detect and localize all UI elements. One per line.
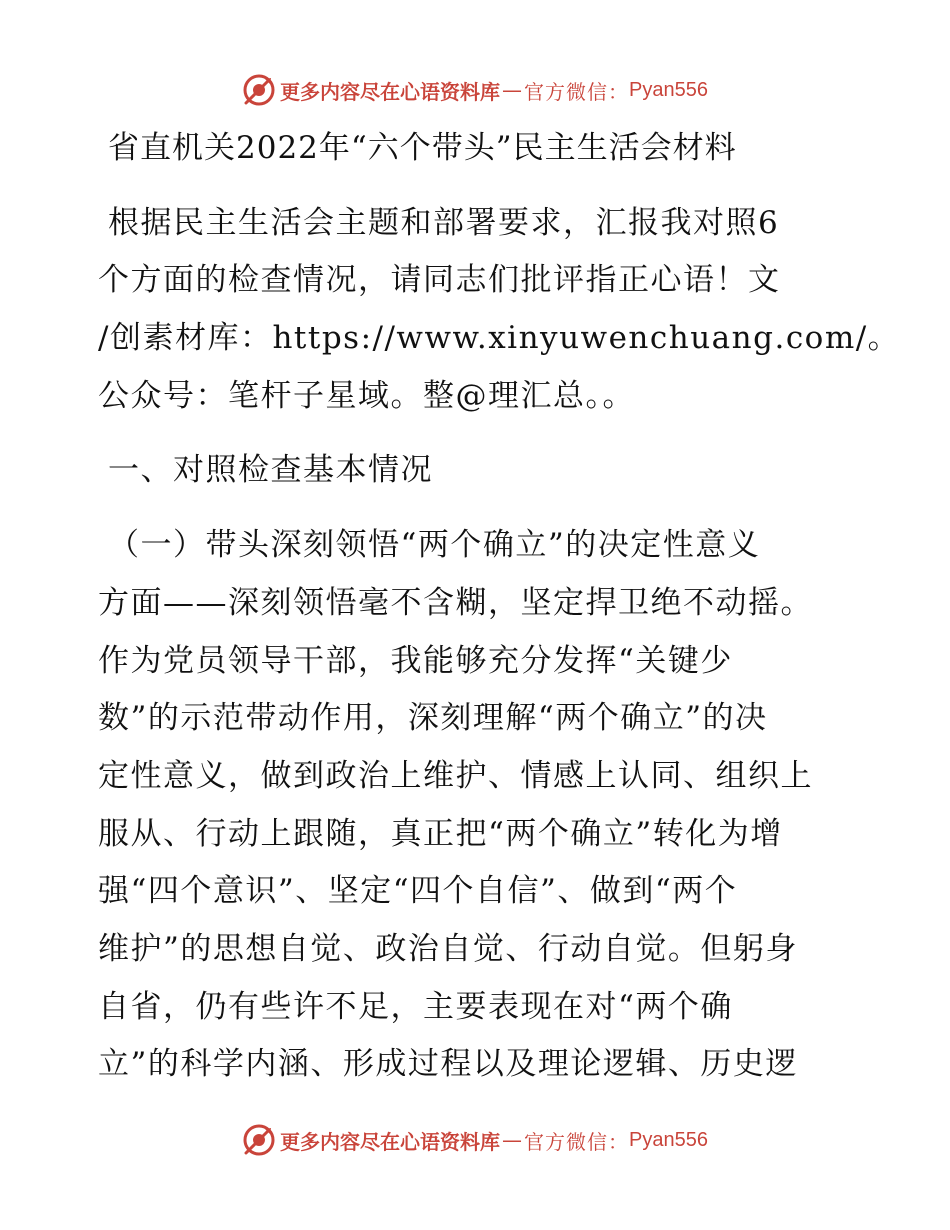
footer-watermark-banner <box>0 1120 950 1160</box>
body-line: 数”的示范带动作用，深刻理解“两个确立”的决 <box>98 700 768 737</box>
intro-line: 公众号：笔杆子星域。整@理汇总。。 <box>98 377 635 414</box>
banner-wechat-id: Pyan556 <box>629 1128 708 1151</box>
document-body <box>98 120 901 1094</box>
banner-separator: — <box>502 78 523 102</box>
section-heading: 一、对照检查基本情况 <box>108 452 433 489</box>
intro-line: 根据民主生活会主题和部署要求，汇报我对照6 <box>108 204 780 241</box>
intro-line: /创素材库：https://www.xinyuwenchuang.com/。 <box>98 320 901 357</box>
body-line: 方面——深刻领悟毫不含糊，坚定捍卫绝不动摇。 <box>98 584 813 621</box>
banner-wechat-label: 官方微信： <box>524 1129 630 1154</box>
intro-line: 个方面的检查情况，请同志们批评指正心语！文 <box>98 262 781 299</box>
pen-logo-icon <box>242 1123 276 1157</box>
pen-logo-icon <box>242 73 276 107</box>
body-line: 作为党员领导干部，我能够充分发挥“关键少 <box>98 642 733 679</box>
body-line: 自省，仍有些许不足，主要表现在对“两个确 <box>98 988 733 1025</box>
document-title: 省直机关2022年“六个带头”民主生活会材料 <box>108 130 737 166</box>
banner-wechat-id: Pyan556 <box>629 78 708 101</box>
banner-brand-text: 更多内容尽在心语资料库 <box>280 1129 501 1154</box>
body-line: 立”的科学内涵、形成过程以及理论逻辑、历史逻 <box>98 1046 798 1083</box>
banner-wechat-label: 官方微信： <box>524 79 630 104</box>
header-watermark-banner <box>0 70 950 110</box>
body-line: 服从、行动上跟随，真正把“两个确立”转化为增 <box>98 815 783 852</box>
banner-brand-text: 更多内容尽在心语资料库 <box>280 79 501 104</box>
body-line: （一）带头深刻领悟“两个确立”的决定性意义 <box>108 527 761 564</box>
banner-separator: — <box>502 1128 523 1152</box>
body-line: 维护”的思想自觉、政治自觉、行动自觉。但躬身 <box>98 930 798 967</box>
body-line: 强“四个意识”、坚定“四个自信”、做到“两个 <box>98 873 738 910</box>
body-line: 定性意义，做到政治上维护、情感上认同、组织上 <box>98 757 813 794</box>
